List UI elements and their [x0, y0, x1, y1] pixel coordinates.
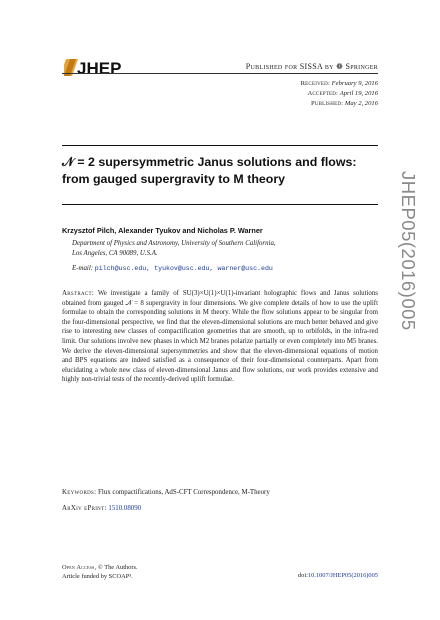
arxiv-eprint	[62, 505, 141, 512]
arxiv-label: ArXiv ePrint:	[62, 505, 107, 512]
side-identifier-text: JHEP05(2016)005	[398, 171, 419, 331]
title-rule-top	[62, 145, 378, 146]
footer-license	[62, 563, 138, 581]
header-divider	[62, 73, 378, 74]
jhep-logo	[64, 56, 126, 78]
keywords	[62, 489, 270, 496]
arxiv-link[interactable]: 1510.08090	[108, 505, 142, 512]
funded-by: Article funded by SCOAP³.	[62, 573, 133, 580]
published-for: Published for SISSA by	[245, 62, 334, 71]
springer-icon: ❁	[336, 62, 344, 71]
affiliation-line-1: Department of Physics and Astronomy, University of Southern California,	[72, 240, 276, 247]
affiliation	[72, 239, 276, 258]
paper-title	[62, 154, 378, 188]
accepted-label: Accepted:	[307, 90, 339, 97]
publisher-name: Springer	[345, 62, 378, 71]
title-line-1: 𝒩 = 2 supersymmetric Janus solutions and flows:	[62, 155, 357, 169]
authors: Krzysztof Pilch, Alexander Tyukov and Nicholas P. Warner	[62, 226, 263, 235]
abstract-label: Abstract:	[62, 290, 95, 297]
copyright: © The Authors.	[97, 564, 138, 571]
affiliation-line-2: Los Angeles, CA 90089, U.S.A.	[72, 249, 158, 257]
open-access[interactable]: Open Access,	[62, 564, 97, 571]
received-label: Received:	[300, 80, 330, 87]
jhep-logo-text: JHEP	[77, 59, 122, 78]
email-addresses[interactable]: pilch@usc.edu, tyukov@usc.edu, warner@usc.edu	[94, 265, 273, 272]
keywords-text: Flux compactifications, AdS-CFT Correspondence, M-Theory	[98, 489, 270, 496]
received-date: February 9, 2016	[331, 80, 378, 87]
dates-block	[301, 79, 378, 109]
footer-doi	[298, 572, 378, 579]
published-date: May 2, 2016	[344, 100, 378, 107]
email-line	[72, 265, 273, 272]
email-label: E-mail:	[72, 265, 94, 272]
accepted-date: April 19, 2016	[339, 90, 378, 97]
title-rule-bottom	[62, 204, 378, 205]
side-identifier	[389, 171, 419, 387]
keywords-label: Keywords:	[62, 489, 97, 496]
title-line-2: from gauged supergravity to M theory	[62, 172, 286, 186]
doi-prefix: doi:	[297, 572, 308, 579]
doi-link[interactable]: 10.1007/JHEP05(2016)005	[307, 572, 378, 579]
publisher-line	[246, 62, 378, 71]
abstract	[62, 289, 378, 385]
abstract-text: We investigate a family of SU(3)×U(1)×U(1)-invariant holographic flows and Janus solutions obtained from gauged 𝒩 = 8 supergravity in four dimensions. We give complete details of how to use the uplift formulae to obtain the corresponding solutions in M theory. While the flow solutions appear to be singular from the four-dimensional perspective, we find that the eleven-dimensional solutions are much better behaved and give rise to interesting new classes of compactification geometries that are smooth, up to orbifolds, in the infra-red limit. Our solutions involve new phases in which M2 branes polarize partially or even completely into M5 branes. We derive the eleven-dimensional supersymmetries and show that the eleven-dimensional equations of motion and BPS equations are indeed satisfied as a consequence of their four-dimensional counterparts. Apart from elucidating a whole new class of eleven-dimensional Janus and flow solutions, our work provides extensive and highly non-trivial tests of the recently-derived uplift formulae.	[62, 290, 378, 384]
published-label: Published:	[310, 100, 344, 107]
jhep-logo-icon	[64, 56, 126, 78]
